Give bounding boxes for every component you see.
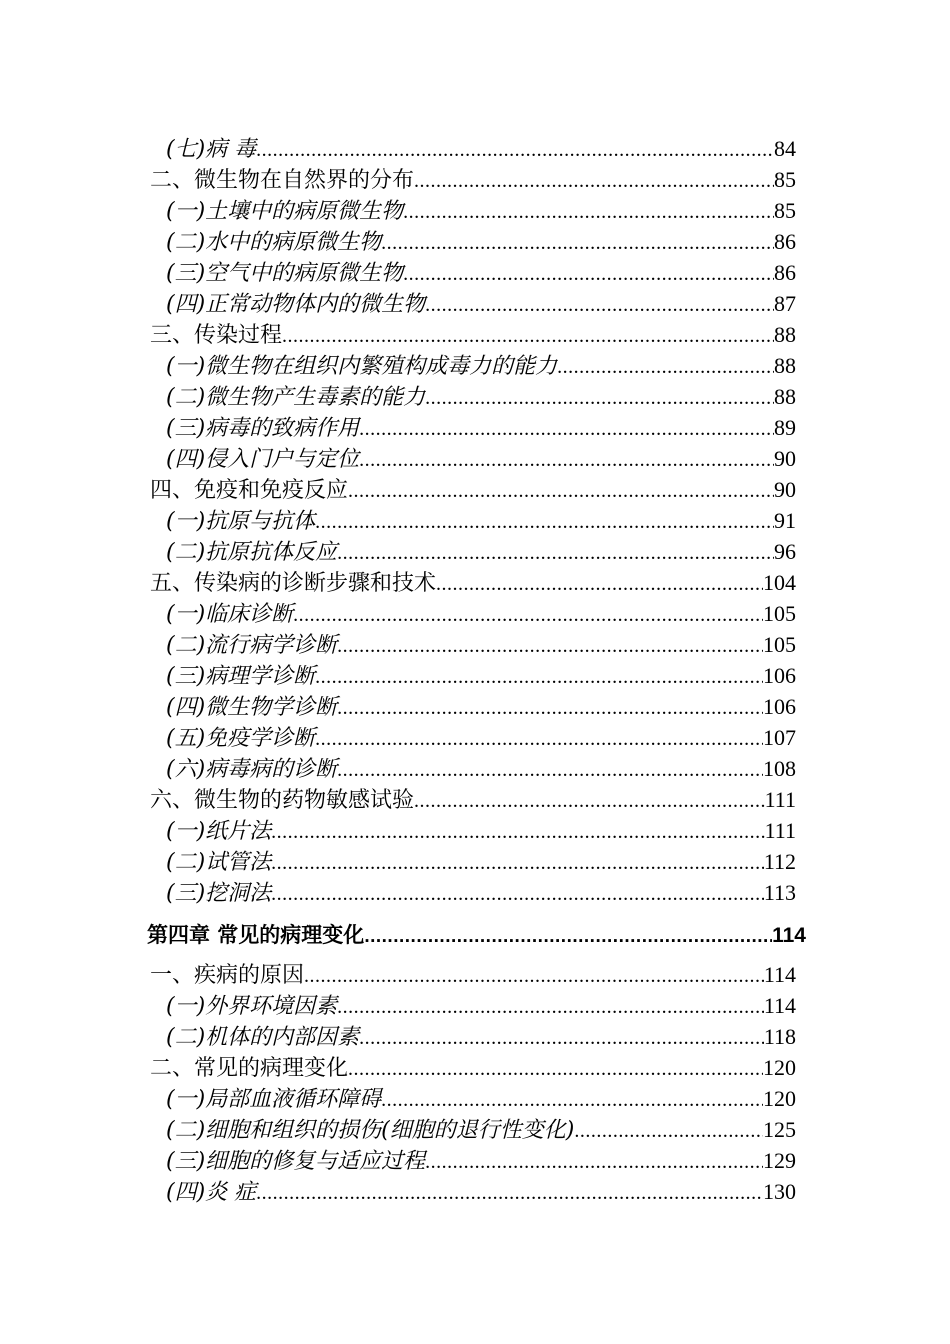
toc-entry[interactable] (166, 630, 796, 660)
toc-entry-page: 86 (774, 229, 796, 254)
toc-entry-page: 106 (763, 663, 796, 688)
toc-entry-title: (二)抗原抗体反应 (166, 540, 338, 565)
toc-entry-title: 二、常见的病理变化 (150, 1056, 349, 1081)
toc-entry-page: 90 (774, 446, 796, 471)
toc-entry[interactable] (150, 568, 796, 598)
toc-entry-page: 90 (774, 477, 796, 502)
toc-leader-dots (256, 135, 774, 164)
toc-entry[interactable] (166, 537, 796, 567)
toc-leader-dots (425, 383, 774, 412)
toc-entry-title: (四)微生物学诊断 (166, 695, 338, 720)
toc-leader-dots (337, 992, 764, 1021)
toc-entry-title: (三)细胞的修复与适应过程 (166, 1149, 426, 1174)
toc-entry[interactable] (150, 785, 796, 815)
toc-entry-title: (二)细胞和组织的损伤(细胞的退行性变化) (166, 1118, 575, 1143)
toc-entry-page: 118 (763, 1024, 796, 1049)
toc-entry-page: 114 (772, 924, 806, 947)
toc-entry[interactable] (150, 960, 796, 990)
toc-entry-page: 114 (763, 993, 796, 1018)
toc-entry[interactable] (150, 1053, 796, 1083)
toc-leader-dots (337, 693, 763, 722)
toc-entry-page: 84 (774, 136, 796, 161)
toc-entry-page: 113 (763, 880, 796, 905)
toc-leader-dots (315, 507, 774, 536)
toc-entry[interactable] (166, 382, 796, 412)
toc-entry[interactable] (166, 227, 796, 257)
toc-entry[interactable] (166, 878, 796, 908)
toc-entry-title: (二)水中的病原微生物 (166, 230, 382, 255)
toc-entry-title: (三)病毒的致病作用 (166, 416, 360, 441)
toc-entry-page: 111 (764, 818, 796, 843)
toc-leader-dots (557, 352, 774, 381)
toc-entry[interactable] (150, 475, 796, 505)
toc-entry-page: 112 (763, 849, 796, 874)
toc-entry[interactable] (166, 1084, 796, 1114)
toc-entry-page: 108 (763, 756, 796, 781)
toc-entry[interactable] (166, 816, 796, 846)
toc-entry-title: (二)流行病学诊断 (166, 633, 338, 658)
toc-entry-title: (二)微生物产生毒素的能力 (166, 385, 426, 410)
toc-leader-dots (414, 786, 765, 815)
toc-entry-title: 三、传染过程 (150, 323, 283, 348)
toc-leader-dots (425, 290, 774, 319)
toc-leader-dots (315, 662, 763, 691)
toc-leader-dots (271, 879, 764, 908)
toc-entry-title: 第四章 常见的病理变化 (147, 923, 365, 947)
toc-leader-dots (574, 1116, 763, 1145)
toc-entry-page: 89 (774, 415, 796, 440)
toc-leader-dots (304, 961, 764, 990)
toc-entry-title: 五、传染病的诊断步骤和技术 (150, 571, 437, 596)
toc-entry-page: 85 (774, 167, 796, 192)
toc-entry-title: (一)微生物在组织内繁殖构成毒力的能力 (166, 354, 558, 379)
toc-entry-title: (二)试管法 (166, 850, 272, 875)
toc-entry-title: (三)空气中的病原微生物 (166, 261, 404, 286)
toc-leader-dots (271, 817, 764, 846)
toc-entry-title: (一)局部血液循环障碍 (166, 1087, 382, 1112)
toc-entry-page: 86 (774, 260, 796, 285)
toc-leader-dots (425, 1147, 763, 1176)
toc-entry-page: 88 (774, 353, 796, 378)
toc-leader-dots (359, 445, 774, 474)
toc-leader-dots (403, 259, 774, 288)
toc-entry[interactable] (166, 754, 796, 784)
toc-entry-page: 125 (763, 1117, 796, 1142)
toc-entry[interactable] (166, 351, 796, 381)
toc-leader-dots (282, 321, 774, 350)
toc-entry-title: (四)炎 症 (166, 1180, 257, 1205)
toc-entry-title: (五)免疫学诊断 (166, 726, 316, 751)
toc-leader-dots (359, 414, 774, 443)
toc-entry[interactable] (166, 599, 796, 629)
toc-leader-dots (359, 1023, 764, 1052)
toc-entry-title: 四、免疫和免疫反应 (150, 478, 349, 503)
toc-entry[interactable] (166, 661, 796, 691)
toc-leader-dots (337, 631, 763, 660)
toc-entry[interactable] (166, 258, 796, 288)
toc-leader-dots (271, 848, 764, 877)
toc-entry[interactable] (166, 289, 796, 319)
toc-entry-title: (七)病 毒 (166, 137, 257, 162)
toc-entry[interactable] (166, 1146, 796, 1176)
toc-entry-page: 85 (774, 198, 796, 223)
toc-entry-title: (一)临床诊断 (166, 602, 294, 627)
toc-leader-dots (348, 476, 774, 505)
toc-entry-title: (一)纸片法 (166, 819, 272, 844)
toc-leader-dots (364, 922, 772, 950)
toc-entry-page: 96 (774, 539, 796, 564)
toc-leader-dots (348, 1054, 763, 1083)
toc-entry-page: 130 (763, 1179, 796, 1204)
toc-entry-page: 106 (763, 694, 796, 719)
toc-entry[interactable] (166, 444, 796, 474)
toc-entry[interactable] (166, 134, 796, 164)
toc-leader-dots (293, 600, 763, 629)
toc-entry-title: (一)外界环境因素 (166, 994, 338, 1019)
toc-leader-dots (436, 569, 763, 598)
toc-entry[interactable] (166, 723, 796, 753)
toc-leader-dots (337, 538, 774, 567)
toc-entry[interactable] (166, 692, 796, 722)
toc-entry[interactable] (166, 1177, 796, 1207)
toc-entry-title: 一、疾病的原因 (150, 963, 305, 988)
toc-entry-title: (一)抗原与抗体 (166, 509, 316, 534)
toc-entry-page: 105 (763, 601, 796, 626)
toc-leader-dots (381, 1085, 763, 1114)
toc-entry-page: 87 (774, 291, 796, 316)
toc-entry[interactable] (150, 165, 796, 195)
toc-entry[interactable] (166, 847, 796, 877)
toc-entry-page: 105 (763, 632, 796, 657)
toc-entry[interactable] (166, 413, 796, 443)
toc-leader-dots (256, 1178, 763, 1207)
toc-entry-title: 六、微生物的药物敏感试验 (150, 788, 415, 813)
toc-leader-dots (315, 724, 763, 753)
toc-entry-title: (三)挖洞法 (166, 881, 272, 906)
toc-entry[interactable] (166, 506, 796, 536)
toc-entry-page: 111 (764, 787, 796, 812)
toc-entry-title: (二)机体的内部因素 (166, 1025, 360, 1050)
toc-entry-page: 120 (763, 1086, 796, 1111)
toc-entry[interactable] (166, 1115, 796, 1145)
toc-entry[interactable] (166, 1022, 796, 1052)
toc-entry-page: 88 (774, 322, 796, 347)
toc-entry[interactable] (166, 196, 796, 226)
toc-entry-page: 129 (763, 1148, 796, 1173)
toc-leader-dots (414, 166, 774, 195)
toc-leader-dots (381, 228, 774, 257)
toc-entry-title: 二、微生物在自然界的分布 (150, 168, 415, 193)
toc-entry-page: 91 (774, 508, 796, 533)
toc-entry-page: 104 (763, 570, 796, 595)
toc-entry-page: 88 (774, 384, 796, 409)
toc-entry[interactable] (150, 320, 796, 350)
toc-entry-page: 120 (763, 1055, 796, 1080)
toc-entry-title: (一)土壤中的病原微生物 (166, 199, 404, 224)
toc-entry-page: 107 (763, 725, 796, 750)
toc-chapter-entry[interactable] (147, 920, 806, 950)
toc-entry[interactable] (166, 991, 796, 1021)
toc-entry-title: (四)侵入门户与定位 (166, 447, 360, 472)
toc-leader-dots (403, 197, 774, 226)
toc-leader-dots (337, 755, 763, 784)
toc-entry-page: 114 (763, 962, 796, 987)
toc-entry-title: (六)病毒病的诊断 (166, 757, 338, 782)
toc-entry-title: (三)病理学诊断 (166, 664, 316, 689)
toc-entry-title: (四)正常动物体内的微生物 (166, 292, 426, 317)
